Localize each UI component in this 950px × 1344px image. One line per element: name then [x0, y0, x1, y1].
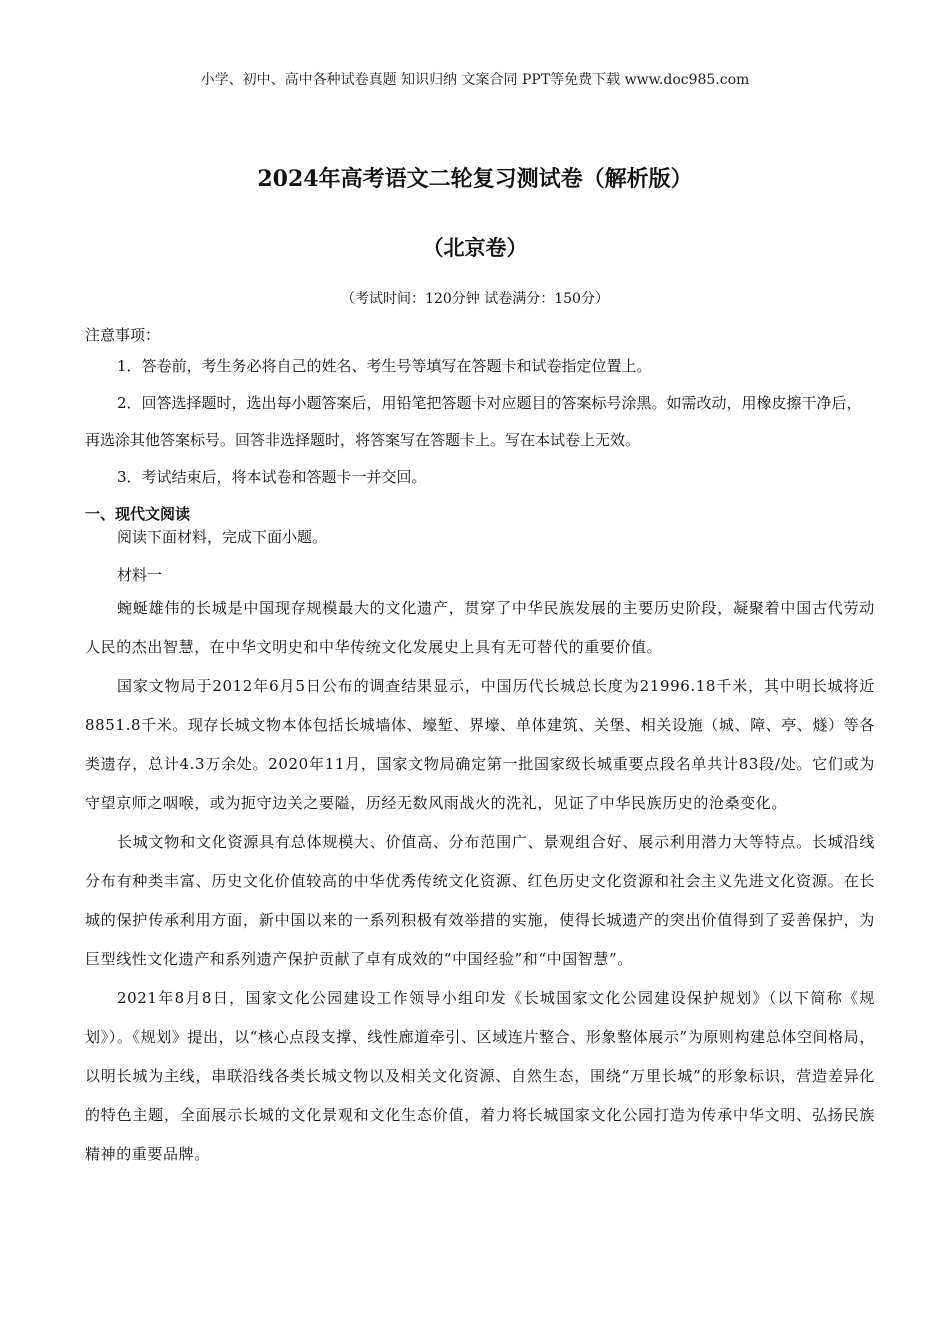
material-paragraph: 2021年8月8日，国家文化公园建设工作领导小组印发《长城国家文化公园建设保护规划》（以下简称《规划》）。《规划》提出，以“核心点段支撑、线性廊道牵引、区域连片整合、形象整体展示”为原则构建总体空间格局，以明长城为主线，串联沿线各类长城文物以及相关文化资源、自然生态，围绕“万里长城”的形象标识，营造差异化的特色主题，全面展示长城的文化景观和文化生态价值，着力将长城国家文化公园打造为传承中华文明、弘扬民族精神的重要品牌。 [85, 989, 875, 1163]
section-title: 一、现代文阅读 [85, 505, 191, 523]
material-paragraph: 长城文物和文化资源具有总体规模大、价值高、分布范围广、景观组合好、展示利用潜力大等特点。长城沿线分布有种类丰富、历史文化价值较高的中华优秀传统文化资源、红色历史文化资源和社会主义先进文化资源。在长城的保护传承利用方面，新中国以来的一系列积极有效举措的实施，使得长城遗产的突出价值得到了妥善保护，为巨型线性文化遗产和系列遗产保护贡献了卓有成效的“中国经验”和“中国智慧”。 [85, 833, 875, 968]
material-label: 材料一 [117, 566, 163, 584]
material-paragraph: 蜿蜒雄伟的长城是中国现存规模最大的文化遗产，贯穿了中华民族发展的主要历史阶段，凝聚着中国古代劳动人民的杰出智慧，在中华文明史和中华传统文化发展史上具有无可替代的重要价值。 [85, 599, 875, 656]
notes-item: 1．答卷前，考生务必将自己的姓名、考生号等填写在答题卡和试卷指定位置上。 [117, 357, 652, 375]
exam-info: （考试时间：120分钟 试卷满分：150分） [341, 291, 609, 307]
notes-heading: 注意事项： [85, 326, 161, 344]
document-title: 2024年高考语文二轮复习测试卷（解析版） [257, 166, 693, 192]
section-intro: 阅读下面材料，完成下面小题。 [117, 528, 328, 546]
page-header: 小学、初中、高中各种试卷真题 知识归纳 文案合同 PPT等免费下载 www.doc985.com [200, 72, 750, 88]
material-paragraph: 国家文物局于2012年6月5日公布的调查结果显示，中国历代长城总长度为21996.18千米，其中明长城将近8851.8千米。现存长城文物本体包括长城墙体、壕堑、界壕、单体建筑、关堡、相关设施（城、障、亭、燧）等各类遗存，总计4.3万余处。2020年11月，国家文物局确定第一批国家级长城重要点段名单共计83段/处。它们或为守望京师之咽喉，或为扼守边关之要隘，历经无数风雨战火的洗礼，见证了中华民族历史的沧桑变化。 [85, 677, 875, 812]
notes-item: 3．考试结束后，将本试卷和答题卡一并交回。 [117, 468, 427, 486]
notes-item: 2．回答选择题时，选出每小题答案后，用铅笔把答题卡对应题目的答案标号涂黑。如需改动，用橡皮擦干净后，再选涂其他答案标号。回答非选择题时，将答案写在答题卡上。写在本试卷上无效。 [85, 394, 862, 449]
reading-section [85, 503, 875, 1174]
document-subtitle: （北京卷） [422, 235, 528, 260]
notes-block [85, 322, 875, 496]
